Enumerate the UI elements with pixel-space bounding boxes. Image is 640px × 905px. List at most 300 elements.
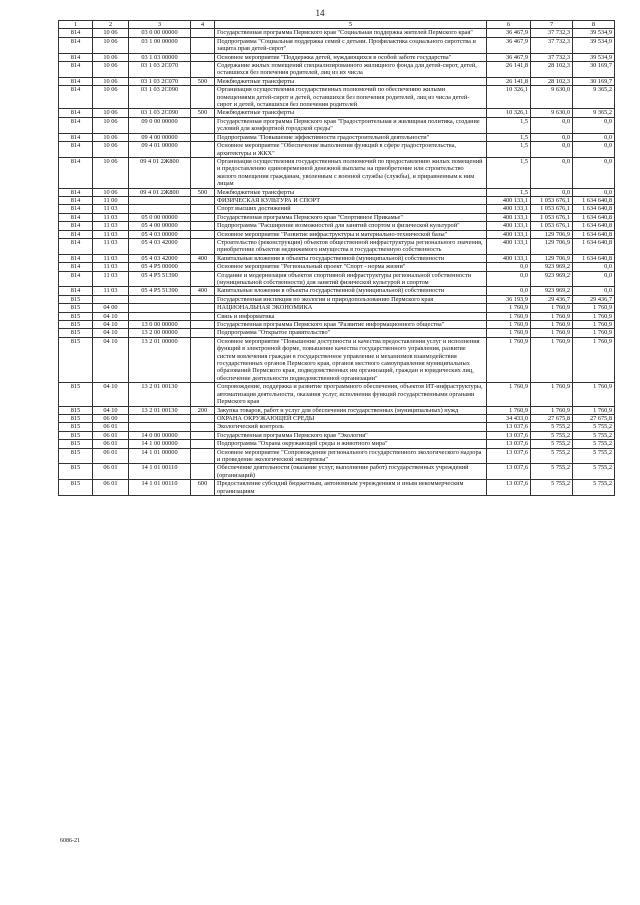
- amount-year1-cell: 36 467,9: [487, 53, 531, 61]
- ministry-code-cell: 814: [59, 196, 93, 204]
- expense-type-cell: [191, 53, 215, 61]
- description-cell: Государственная программа Пермского края "Спортивное Прикамье": [215, 213, 487, 221]
- amount-year2-cell: 29 436,7: [531, 295, 573, 303]
- table-row: [59, 157, 615, 188]
- expense-type-cell: [191, 440, 215, 448]
- section-code-cell: 11 03: [93, 230, 129, 238]
- table-row: [59, 205, 615, 213]
- expense-type-cell: [191, 29, 215, 37]
- section-code-cell: 11 00: [93, 196, 129, 204]
- expense-type-cell: [191, 423, 215, 431]
- expense-type-cell: 500: [191, 188, 215, 196]
- amount-year3-cell: 1 760,9: [573, 312, 615, 320]
- ministry-code-cell: 814: [59, 230, 93, 238]
- description-cell: Подпрограмма "Охрана окружающей среды и животного мира": [215, 440, 487, 448]
- section-code-cell: 04 10: [93, 337, 129, 382]
- ministry-code-cell: 814: [59, 263, 93, 271]
- amount-year3-cell: 0,0: [573, 133, 615, 141]
- target-article-cell: 03 1 00 00000: [129, 37, 191, 53]
- amount-year3-cell: 5 755,2: [573, 423, 615, 431]
- header-cell: 1: [59, 21, 93, 29]
- amount-year3-cell: 9 365,2: [573, 86, 615, 109]
- ministry-code-cell: 814: [59, 29, 93, 37]
- ministry-code-cell: 815: [59, 406, 93, 414]
- amount-year2-cell: 9 630,0: [531, 86, 573, 109]
- amount-year3-cell: 5 755,2: [573, 464, 615, 480]
- target-article-cell: 14 1 01 00110: [129, 464, 191, 480]
- amount-year2-cell: 1 760,9: [531, 312, 573, 320]
- amount-year3-cell: 1 634 640,8: [573, 222, 615, 230]
- description-cell: Основное мероприятие "Поддержка детей, нуждающихся в особой заботе государства": [215, 53, 487, 61]
- amount-year3-cell: 0,0: [573, 271, 615, 287]
- expense-type-cell: [191, 157, 215, 188]
- description-cell: Организация осуществления государственных полномочий по предоставлению жилых помещений и предоставлению единовременной денежной выплаты на приобретение или строительство жилого помещения гражданам, уволенным с военной службы (службы), и приравненным к ним лицам: [215, 157, 487, 188]
- amount-year3-cell: 0,0: [573, 188, 615, 196]
- description-cell: Государственная инспекция по экологии и природопользованию Пермского края: [215, 295, 487, 303]
- amount-year1-cell: 400 133,1: [487, 230, 531, 238]
- expense-type-cell: [191, 337, 215, 382]
- amount-year1-cell: 36 467,9: [487, 29, 531, 37]
- amount-year1-cell: 36 193,9: [487, 295, 531, 303]
- table-row: [59, 117, 615, 133]
- amount-year2-cell: 1 053 676,1: [531, 213, 573, 221]
- ministry-code-cell: 814: [59, 157, 93, 188]
- ministry-code-cell: 814: [59, 205, 93, 213]
- description-cell: Подпрограмма "Социальная поддержка семей с детьми. Профилактика социального сиротства и защита прав детей-сирот": [215, 37, 487, 53]
- amount-year3-cell: 1 760,9: [573, 329, 615, 337]
- ministry-code-cell: 815: [59, 414, 93, 422]
- ministry-code-cell: 814: [59, 53, 93, 61]
- amount-year1-cell: 1 760,9: [487, 312, 531, 320]
- amount-year1-cell: 13 037,6: [487, 480, 531, 496]
- ministry-code-cell: 815: [59, 440, 93, 448]
- amount-year2-cell: 1 053 676,1: [531, 196, 573, 204]
- amount-year3-cell: 5 755,2: [573, 431, 615, 439]
- table-row: [59, 337, 615, 382]
- expense-type-cell: [191, 329, 215, 337]
- amount-year1-cell: 10 326,1: [487, 86, 531, 109]
- target-article-cell: [129, 205, 191, 213]
- ministry-code-cell: 815: [59, 337, 93, 382]
- amount-year2-cell: 37 732,3: [531, 37, 573, 53]
- ministry-code-cell: 814: [59, 213, 93, 221]
- table-row: [59, 133, 615, 141]
- amount-year1-cell: 36 467,9: [487, 37, 531, 53]
- description-cell: Государственная программа Пермского края "Социальная поддержка жителей Пермского края": [215, 29, 487, 37]
- ministry-code-cell: 814: [59, 133, 93, 141]
- amount-year2-cell: 37 732,3: [531, 29, 573, 37]
- target-article-cell: 14 1 01 00000: [129, 448, 191, 464]
- target-article-cell: 05 4 00 00000: [129, 222, 191, 230]
- target-article-cell: 03 0 00 00000: [129, 29, 191, 37]
- section-code-cell: 10 06: [93, 188, 129, 196]
- amount-year2-cell: 1 760,9: [531, 304, 573, 312]
- table-row: [59, 222, 615, 230]
- amount-year1-cell: 0,0: [487, 271, 531, 287]
- section-code-cell: 10 06: [93, 37, 129, 53]
- amount-year3-cell: 27 675,8: [573, 414, 615, 422]
- target-article-cell: [129, 312, 191, 320]
- amount-year2-cell: 923 969,2: [531, 287, 573, 295]
- target-article-cell: 13 2 01 00130: [129, 383, 191, 406]
- section-code-cell: 06 01: [93, 423, 129, 431]
- target-article-cell: 09 4 00 00000: [129, 133, 191, 141]
- description-cell: Основное мероприятие "Сопровождение регионального государственного экологического надзора и проведение экологической экспертизы": [215, 448, 487, 464]
- amount-year3-cell: 1 634 640,8: [573, 230, 615, 238]
- target-article-cell: 03 1 03 00000: [129, 53, 191, 61]
- amount-year2-cell: 5 755,2: [531, 423, 573, 431]
- amount-year3-cell: 0,0: [573, 157, 615, 188]
- amount-year1-cell: 26 141,8: [487, 77, 531, 85]
- amount-year1-cell: 0,0: [487, 287, 531, 295]
- ministry-code-cell: 815: [59, 304, 93, 312]
- amount-year2-cell: 1 760,9: [531, 406, 573, 414]
- section-code-cell: 11 03: [93, 254, 129, 262]
- section-code-cell: 11 03: [93, 263, 129, 271]
- ministry-code-cell: 814: [59, 222, 93, 230]
- amount-year1-cell: 13 037,6: [487, 423, 531, 431]
- amount-year3-cell: 5 755,2: [573, 440, 615, 448]
- target-article-cell: 09 4 01 00000: [129, 142, 191, 158]
- amount-year3-cell: 39 534,9: [573, 53, 615, 61]
- expense-type-cell: [191, 238, 215, 254]
- amount-year1-cell: 400 133,1: [487, 205, 531, 213]
- header-cell: 7: [531, 21, 573, 29]
- table-row: [59, 263, 615, 271]
- amount-year2-cell: 1 760,9: [531, 321, 573, 329]
- table-row: [59, 196, 615, 204]
- amount-year3-cell: 39 534,9: [573, 37, 615, 53]
- amount-year3-cell: 0,0: [573, 142, 615, 158]
- table-row: [59, 254, 615, 262]
- amount-year1-cell: 1,5: [487, 117, 531, 133]
- expense-type-cell: 200: [191, 406, 215, 414]
- table-row: [59, 464, 615, 480]
- amount-year2-cell: 5 755,2: [531, 480, 573, 496]
- section-code-cell: 10 06: [93, 53, 129, 61]
- description-cell: Основное мероприятие "Повышение доступности и качества предоставления услуг и исполнения функций в электронной форме, повышение качества государственного управления, развитие систем вовлечения граждан в государственное управление и механизмов взаимодействия государственных органов Пермского края, органов местного самоуправления муниципальных образований Пермского края, подведомственных им организаций, граждан и юридических лиц, обеспечение деятельности подведомственной организации": [215, 337, 487, 382]
- table-row: [59, 53, 615, 61]
- section-code-cell: 10 06: [93, 77, 129, 85]
- amount-year3-cell: 1 760,9: [573, 321, 615, 329]
- amount-year1-cell: 0,0: [487, 263, 531, 271]
- target-article-cell: 03 1 03 2С070: [129, 62, 191, 78]
- amount-year1-cell: 1 760,9: [487, 304, 531, 312]
- table-row: [59, 329, 615, 337]
- description-cell: ОХРАНА ОКРУЖАЮЩЕЙ СРЕДЫ: [215, 414, 487, 422]
- amount-year3-cell: 1 760,9: [573, 383, 615, 406]
- table-row: [59, 295, 615, 303]
- expense-type-cell: [191, 295, 215, 303]
- section-code-cell: 11 03: [93, 222, 129, 230]
- table-row: [59, 29, 615, 37]
- target-article-cell: 13 0 00 00000: [129, 321, 191, 329]
- section-code-cell: 06 01: [93, 480, 129, 496]
- table-row: [59, 406, 615, 414]
- description-cell: Строительство (реконструкция) объектов общественной инфраструктуры регионального значения, приобретение объектов недвижимого имущества в государственную собственность: [215, 238, 487, 254]
- amount-year3-cell: 30 169,7: [573, 62, 615, 78]
- section-code-cell: 04 10: [93, 383, 129, 406]
- target-article-cell: 13 2 00 00000: [129, 329, 191, 337]
- amount-year2-cell: 0,0: [531, 133, 573, 141]
- amount-year3-cell: 0,0: [573, 117, 615, 133]
- ministry-code-cell: 815: [59, 448, 93, 464]
- section-code-cell: 10 06: [93, 117, 129, 133]
- target-article-cell: 13 2 01 00000: [129, 337, 191, 382]
- ministry-code-cell: 815: [59, 295, 93, 303]
- section-code-cell: 10 06: [93, 29, 129, 37]
- ministry-code-cell: 814: [59, 254, 93, 262]
- target-article-cell: 05 4 P5 00000: [129, 263, 191, 271]
- expense-type-cell: 500: [191, 109, 215, 117]
- amount-year3-cell: 5 755,2: [573, 448, 615, 464]
- table-row: [59, 230, 615, 238]
- amount-year3-cell: 1 634 640,8: [573, 254, 615, 262]
- description-cell: Создание и модернизация объектов спортивной инфраструктуры региональной собственности (муниципальной собственности) для занятий физической культурой и спортом: [215, 271, 487, 287]
- target-article-cell: 05 0 00 00000: [129, 213, 191, 221]
- amount-year1-cell: 13 037,6: [487, 440, 531, 448]
- amount-year3-cell: 5 755,2: [573, 480, 615, 496]
- description-cell: ФИЗИЧЕСКАЯ КУЛЬТУРА И СПОРТ: [215, 196, 487, 204]
- description-cell: Государственная программа Пермского края "Градостроительная и жилищная политика, создание условий для комфортной городской среды": [215, 117, 487, 133]
- description-cell: Межбюджетные трансферты: [215, 109, 487, 117]
- amount-year2-cell: 923 969,2: [531, 271, 573, 287]
- ministry-code-cell: 814: [59, 37, 93, 53]
- section-code-cell: 04 10: [93, 321, 129, 329]
- section-code-cell: 11 03: [93, 271, 129, 287]
- table-row: [59, 312, 615, 320]
- target-article-cell: [129, 295, 191, 303]
- amount-year3-cell: 1 634 640,8: [573, 196, 615, 204]
- section-code-cell: 06 01: [93, 464, 129, 480]
- amount-year1-cell: 34 433,0: [487, 414, 531, 422]
- ministry-code-cell: 814: [59, 109, 93, 117]
- table-row: [59, 287, 615, 295]
- target-article-cell: 09 0 00 00000: [129, 117, 191, 133]
- target-article-cell: 05 4 P5 51390: [129, 287, 191, 295]
- table-row: [59, 440, 615, 448]
- expense-type-cell: [191, 133, 215, 141]
- table-row: [59, 77, 615, 85]
- ministry-code-cell: 814: [59, 238, 93, 254]
- expense-type-cell: [191, 263, 215, 271]
- amount-year2-cell: 27 675,8: [531, 414, 573, 422]
- amount-year2-cell: 129 706,9: [531, 254, 573, 262]
- description-cell: Связь и информатика: [215, 312, 487, 320]
- description-cell: Капитальные вложения в объекты государственной (муниципальной) собственности: [215, 254, 487, 262]
- amount-year2-cell: 5 755,2: [531, 431, 573, 439]
- table-row: [59, 431, 615, 439]
- amount-year3-cell: 1 760,9: [573, 406, 615, 414]
- expense-type-cell: [191, 304, 215, 312]
- expense-type-cell: [191, 213, 215, 221]
- description-cell: Организация осуществления государственных полномочий по обеспечению жилыми помещениями детей-сирот и детей, оставшихся без попечения родителей, лиц из числа детей-сирот и детей, оставшихся без попечения родителей: [215, 86, 487, 109]
- amount-year3-cell: 1 634 640,8: [573, 238, 615, 254]
- amount-year1-cell: 1,5: [487, 142, 531, 158]
- target-article-cell: 03 1 03 2С070: [129, 77, 191, 85]
- header-row: [59, 21, 615, 29]
- table-row: [59, 188, 615, 196]
- amount-year3-cell: 1 634 640,8: [573, 213, 615, 221]
- expense-type-cell: [191, 196, 215, 204]
- target-article-cell: 14 0 00 00000: [129, 431, 191, 439]
- page-number: 14: [315, 8, 325, 18]
- target-article-cell: 13 2 01 00130: [129, 406, 191, 414]
- target-article-cell: 05 4 P5 51390: [129, 271, 191, 287]
- target-article-cell: 09 4 01 2Ж800: [129, 157, 191, 188]
- section-code-cell: 10 06: [93, 109, 129, 117]
- amount-year1-cell: 13 037,6: [487, 448, 531, 464]
- ministry-code-cell: 815: [59, 329, 93, 337]
- section-code-cell: 10 06: [93, 157, 129, 188]
- target-article-cell: 09 4 01 2Ж800: [129, 188, 191, 196]
- ministry-code-cell: 814: [59, 188, 93, 196]
- target-article-cell: [129, 423, 191, 431]
- amount-year3-cell: 9 365,2: [573, 109, 615, 117]
- amount-year1-cell: 1,5: [487, 157, 531, 188]
- amount-year2-cell: 923 969,2: [531, 263, 573, 271]
- table-row: [59, 383, 615, 406]
- ministry-code-cell: 814: [59, 86, 93, 109]
- amount-year1-cell: 400 133,1: [487, 222, 531, 230]
- budget-table: [58, 20, 615, 496]
- section-code-cell: 10 06: [93, 133, 129, 141]
- section-code-cell: 06 01: [93, 431, 129, 439]
- description-cell: Государственная программа Пермского края "Развитие информационного общества": [215, 321, 487, 329]
- expense-type-cell: 600: [191, 480, 215, 496]
- amount-year1-cell: 13 037,6: [487, 464, 531, 480]
- document-code: 6086-21: [60, 838, 80, 844]
- section-code-cell: 04 10: [93, 312, 129, 320]
- description-cell: Подпрограмма "Открытое правительство": [215, 329, 487, 337]
- amount-year2-cell: 0,0: [531, 142, 573, 158]
- amount-year2-cell: 0,0: [531, 117, 573, 133]
- expense-type-cell: 400: [191, 254, 215, 262]
- expense-type-cell: [191, 222, 215, 230]
- section-code-cell: 11 03: [93, 205, 129, 213]
- amount-year1-cell: 1 760,9: [487, 406, 531, 414]
- description-cell: Содержание жилых помещений специализированного жилищного фонда для детей-сирот, детей, оставшихся без попечения родителей, лиц из их числа: [215, 62, 487, 78]
- table-row: [59, 321, 615, 329]
- expense-type-cell: [191, 321, 215, 329]
- description-cell: Подпрограмма "Расширение возможностей для занятий спортом и физической культурой": [215, 222, 487, 230]
- ministry-code-cell: 814: [59, 62, 93, 78]
- description-cell: Предоставление субсидий бюджетным, автономным учреждениям и иным некоммерческим организациям: [215, 480, 487, 496]
- amount-year2-cell: 1 760,9: [531, 383, 573, 406]
- amount-year2-cell: 0,0: [531, 157, 573, 188]
- section-code-cell: 11 03: [93, 287, 129, 295]
- amount-year2-cell: 37 732,3: [531, 53, 573, 61]
- amount-year2-cell: 129 706,9: [531, 238, 573, 254]
- expense-type-cell: [191, 117, 215, 133]
- section-code-cell: 06 00: [93, 414, 129, 422]
- amount-year1-cell: 1 760,9: [487, 337, 531, 382]
- description-cell: Капитальные вложения в объекты государственной (муниципальной) собственности: [215, 287, 487, 295]
- ministry-code-cell: 815: [59, 480, 93, 496]
- ministry-code-cell: 814: [59, 117, 93, 133]
- section-code-cell: 10 06: [93, 86, 129, 109]
- expense-type-cell: [191, 86, 215, 109]
- expense-type-cell: [191, 62, 215, 78]
- section-code-cell: 10 06: [93, 62, 129, 78]
- amount-year1-cell: 13 037,6: [487, 431, 531, 439]
- expense-type-cell: [191, 271, 215, 287]
- section-code-cell: 11 03: [93, 238, 129, 254]
- section-code-cell: 04 00: [93, 304, 129, 312]
- description-cell: Экологический контроль: [215, 423, 487, 431]
- amount-year1-cell: 10 326,1: [487, 109, 531, 117]
- amount-year1-cell: 400 133,1: [487, 238, 531, 254]
- description-cell: Сопровождение, поддержка и развитие программного обеспечения, объектов ИТ-инфраструктуры, автоматизация деятельности, оказания услуг, исполнения функций государственными органами Пермского края: [215, 383, 487, 406]
- expense-type-cell: [191, 230, 215, 238]
- description-cell: Спорт высших достижений: [215, 205, 487, 213]
- target-article-cell: 14 1 01 00110: [129, 480, 191, 496]
- ministry-code-cell: 815: [59, 423, 93, 431]
- expense-type-cell: [191, 431, 215, 439]
- expense-type-cell: [191, 205, 215, 213]
- description-cell: Закупка товаров, работ и услуг для обеспечения государственных (муниципальных) нужд: [215, 406, 487, 414]
- amount-year3-cell: 1 760,9: [573, 304, 615, 312]
- target-article-cell: [129, 414, 191, 422]
- ministry-code-cell: 814: [59, 142, 93, 158]
- expense-type-cell: 400: [191, 287, 215, 295]
- amount-year3-cell: 29 436,7: [573, 295, 615, 303]
- ministry-code-cell: 815: [59, 383, 93, 406]
- expense-type-cell: [191, 464, 215, 480]
- section-code-cell: [93, 295, 129, 303]
- target-article-cell: 05 4 03 42000: [129, 254, 191, 262]
- description-cell: Основное мероприятие "Развитие инфраструктуры и материально-технической базы": [215, 230, 487, 238]
- amount-year2-cell: 1 760,9: [531, 329, 573, 337]
- amount-year1-cell: 400 133,1: [487, 254, 531, 262]
- header-cell: 5: [215, 21, 487, 29]
- ministry-code-cell: 814: [59, 287, 93, 295]
- expense-type-cell: [191, 414, 215, 422]
- amount-year1-cell: 26 141,8: [487, 62, 531, 78]
- description-cell: НАЦИОНАЛЬНАЯ ЭКОНОМИКА: [215, 304, 487, 312]
- table-row: [59, 109, 615, 117]
- ministry-code-cell: 815: [59, 464, 93, 480]
- amount-year2-cell: 129 706,9: [531, 230, 573, 238]
- amount-year1-cell: 1 760,9: [487, 329, 531, 337]
- amount-year1-cell: 1 760,9: [487, 383, 531, 406]
- table-row: [59, 142, 615, 158]
- header-cell: 6: [487, 21, 531, 29]
- expense-type-cell: 500: [191, 77, 215, 85]
- section-code-cell: 11 03: [93, 213, 129, 221]
- table-row: [59, 304, 615, 312]
- table-row: [59, 213, 615, 221]
- amount-year2-cell: 1 053 676,1: [531, 222, 573, 230]
- section-code-cell: 10 06: [93, 142, 129, 158]
- table-row: [59, 448, 615, 464]
- expense-type-cell: [191, 142, 215, 158]
- table-row: [59, 238, 615, 254]
- section-code-cell: 06 01: [93, 448, 129, 464]
- ministry-code-cell: 815: [59, 431, 93, 439]
- target-article-cell: 14 1 00 00000: [129, 440, 191, 448]
- table-row: [59, 423, 615, 431]
- amount-year2-cell: 5 755,2: [531, 448, 573, 464]
- table-row: [59, 62, 615, 78]
- amount-year2-cell: 0,0: [531, 188, 573, 196]
- amount-year1-cell: 1,5: [487, 188, 531, 196]
- expense-type-cell: [191, 37, 215, 53]
- description-cell: Межбюджетные трансферты: [215, 77, 487, 85]
- ministry-code-cell: 815: [59, 312, 93, 320]
- expense-type-cell: [191, 312, 215, 320]
- section-code-cell: 06 01: [93, 440, 129, 448]
